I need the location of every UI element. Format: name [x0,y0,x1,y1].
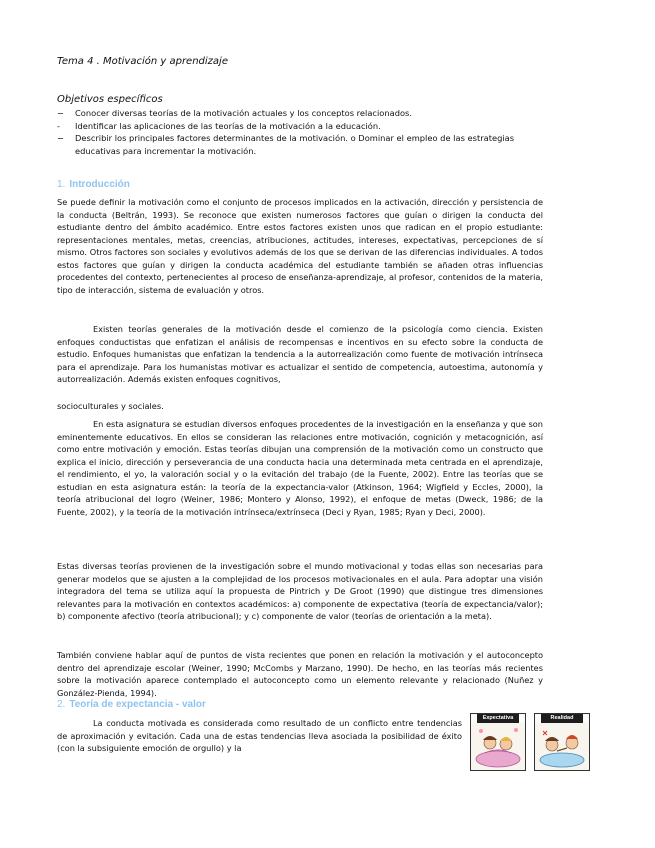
expectation-reality-cartoon [470,713,590,771]
bullet: − [57,108,64,118]
paragraph: socioculturales y sociales. [57,401,164,411]
section-number: 2. [57,699,66,710]
section-title: Teoría de expectancia - valor [69,699,206,710]
reality-caption: Realidad [541,714,583,723]
paragraph: La conducta motivada es considerada como resultado de un conflicto entre tendencias de aproximación y evitación. Cada una de estas tendencias lleva asociada la posibilidad de éxito (con la subsiguiente emoción de orgullo) y la [57,718,462,753]
objective-text: Conocer diversas teorías de la motivación actuales y los conceptos relacionados. [75,108,412,118]
list-item [57,132,547,157]
paragraph: Estas diversas teorías provienen de la investigación sobre el mundo motivacional y todas ellas son necesarias para generar modelos que se ajusten a la complejidad de los procesos motivacionales en el aula. Para adoptar una visión integradora del tema se utiliza aquí la propuesta de Pintrich y De Groot (1990) que distingue tres dimensiones relevantes para la motivación en contextos académicos: a) componente de expectativa (teoría de expectancia/valor); b) componente afectivo (teoría atribucional); y c) componente de valor (teorías de orientación a la meta). [57,561,543,621]
expectation-drawing [471,723,525,770]
section-title: Introducción [69,179,130,190]
expectation-panel [470,713,526,771]
section-number: 1. [57,179,66,190]
expectation-caption: Expectativa [477,714,519,723]
reality-drawing [535,723,589,770]
bullet: − [57,133,64,143]
bullet: - [57,120,60,131]
list-item [57,120,547,133]
objective-text: Describir los principales factores determinantes de la motivación. o Dominar el empleo de las estrategias educativas para incrementar la motivación. [75,133,515,156]
paragraph: Existen teorías generales de la motivación desde el comienzo de la psicología como ciencia. Existen enfoques conductistas que enfatizan el análisis de recompensas e incentivos en su efecto sobre la conducta de estudio. Enfoques humanistas que enfatizan la tendencia a la autorrealización como fuente de motivación intrínseca para el aprendizaje. Para los humanistas motivar es actualizar el sentido de competencia, autoestima, autonomía y autorrealización. Además existen enfoques cognitivos, [57,324,543,384]
paragraph: También conviene hablar aquí de puntos de vista recientes que ponen en relación la motivación y el autoconcepto dentro del aprendizaje escolar (Weiner, 1990; McCombs y Marzano, 1990). De hecho, en las teorías más recientes sobre la motivación aparece contemplado el autoconcepto como un elemento relevante y relacionado (Nuñez y González-Pienda, 1994). [57,650,543,698]
reality-panel [534,713,590,771]
paragraph: Se puede definir la motivación como el conjunto de procesos implicados en la activación, dirección y persistencia de la conducta (Beltrán, 1993). Se reconoce que existen numerosos factores que guían o dirigen la conducta del estudiante dentro del ámbito académico. Entre estos factores existen unos que radican en el propio estudiante: representaciones mentales, metas, creencias, atribuciones, actitudes, intereses, expectativas, percepciones de sí mismo. Otros factores son sociales y evolutivos además de los que se derivan de las diferencias individuales. A todos estos factores que guían y dirigen la conducta académica del estudiante también se añaden otras influencias procedentes del contexto, pertenecientes al proceso de enseñanza-aprendizaje, al profesor, contenidos de la materia, tipo de interacción, sistema de evaluación y otros. [57,197,543,295]
list-item [57,107,547,120]
section-heading-expectancia-valor [57,699,206,710]
document-title: Tema 4 . Motivación y aprendizaje [57,56,228,67]
objectives-list [57,107,547,157]
objectives-title: Objetivos específicos [57,94,163,105]
paragraph: En esta asignatura se estudian diversos enfoques procedentes de la investigación en la enseñanza y que son eminentemente educativos. En ellos se consideran las relaciones entre motivación, cognición y metacognición, así como entre motivación y emoción. Estas teorías dibujan una comprensión de la motivación como un constructo que explica el inicio, dirección y perseverancia de una conducta hacia una determinada meta centrada en el aprendizaje, el rendimiento, el yo, la valoración social y o la evitación del trabajo (de la Fuente, 2002). Entre las teorías que se estudian en esta asignatura están: la teoría de la expectancia-valor (Atkinson, 1964; Wigfield y Eccles, 2000), la teoría atribucional del logro (Weiner, 1986; Montero y Alonso, 1992), el enfoque de metas (Dweck, 1986; de la Fuente, 2002), y la teoría de la motivación intrínseca/extrínseca (Deci y Ryan, 1985; Ryan y Deci, 2000). [57,419,543,517]
objective-text: Identificar las aplicaciones de las teorías de la motivación a la educación. [75,120,381,131]
section-heading-introduccion [57,179,130,190]
